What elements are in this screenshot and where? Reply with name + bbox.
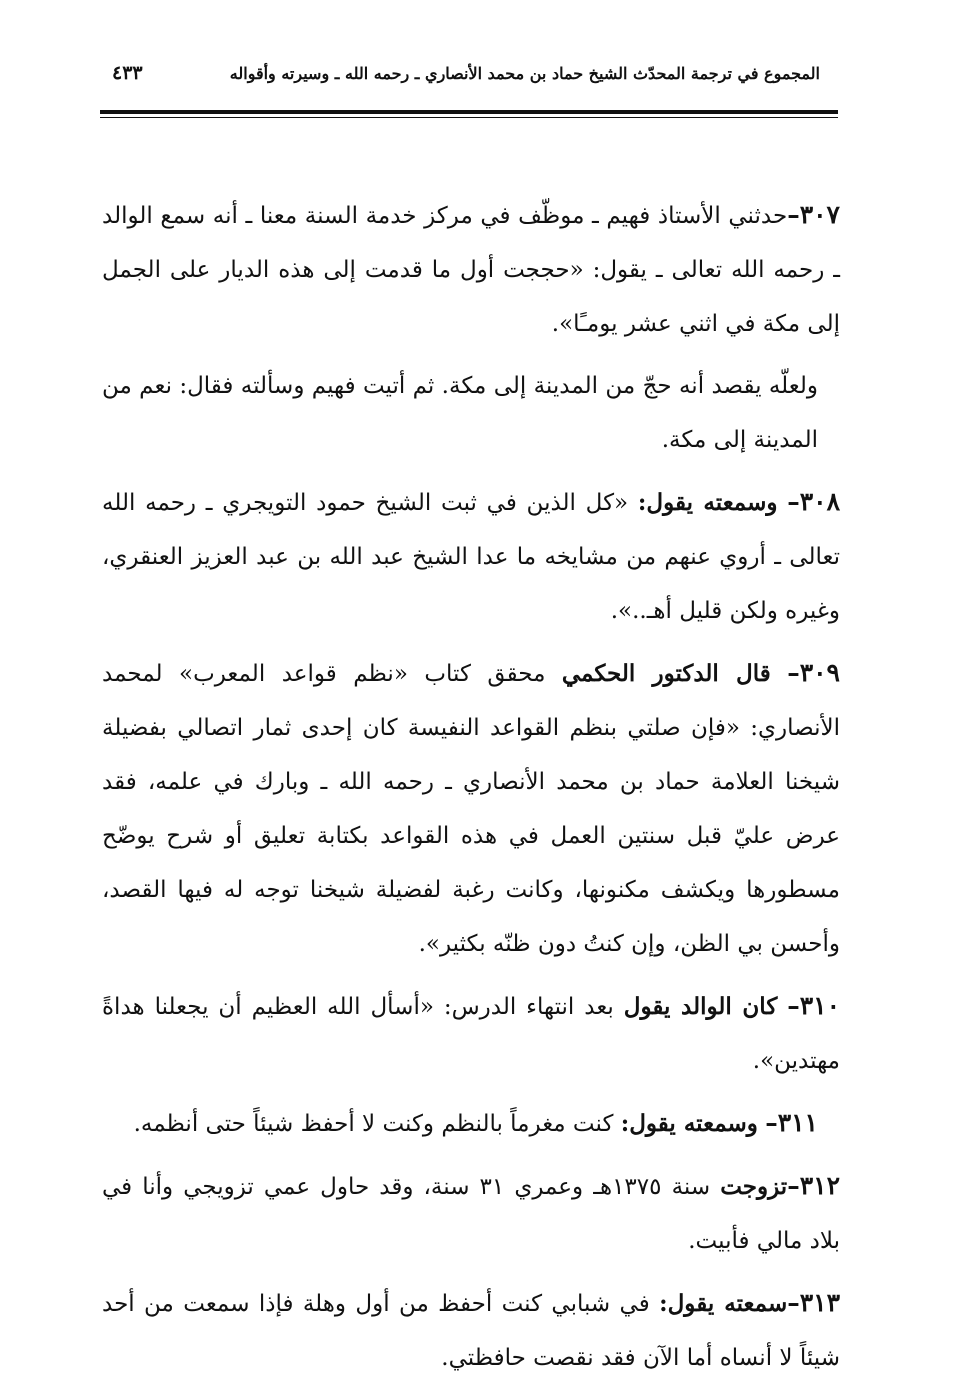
- paragraph-311: [102, 1096, 840, 1151]
- paragraph-308: [102, 475, 840, 638]
- paragraph-307: [102, 188, 840, 351]
- running-header: [100, 56, 830, 92]
- paragraph-text: سنة ١٣٧٥هـ وعمري ٣١ سنة، وقد حاول عمي تزويجي وأنا في بلاد مالي فأبيت.: [102, 1174, 840, 1254]
- paragraph-text: محقق كتاب «نظم قواعد المعرب» لمحمد الأنصاري: «فإن صلتي بنظم القواعد النفيسة كان إحدى ثمار اتصالي بفضيلة شيخنا العلامة حماد بن محمد الأنصاري ـ رحمه الله ـ وبارك في علمه، فقد عرض عليّ قبل سنتين العمل في هذه القواعد بكتابة تعليق أو شرح يوضّح مسطورها ويكشف مكنونها، وكانت رغبة لفضيلة شيخنا توجه له فيها القصد، وأحسن بي الظن، وإن كنتُ دون ظنّه بكثير».: [102, 661, 840, 957]
- entry-number: ٣٠٨–: [787, 487, 841, 516]
- paragraph-309: [102, 646, 840, 971]
- paragraph-313: [102, 1276, 840, 1385]
- entry-lead: كان الوالد يقول: [623, 993, 778, 1020]
- paragraph-text: في شبابي كنت أحفظ من أول وهلة فإذا سمعت من أحد شيئاً لا أنساه أما الآن فقد نقصت حافظتي.: [102, 1291, 840, 1371]
- header-title: المجموع في ترجمة المحدّث الشيخ حماد بن محمد الأنصاري ـ رحمه الله ـ وسيرته وأقواله: [229, 64, 820, 83]
- paragraph-312: [102, 1159, 840, 1268]
- paragraph-text: كنت مغرماً بالنظم وكنت لا أحفظ شيئاً حتى أنظمه.: [133, 1111, 614, 1137]
- entry-lead: وسمعته يقول:: [637, 489, 778, 516]
- entry-lead: تزوجت: [720, 1173, 788, 1200]
- entry-number: ٣١٣–: [787, 1288, 841, 1317]
- paragraph-text: «كل الذين في ثبت الشيخ حمود التويجري ـ رحمه الله تعالى ـ أروي عنهم من مشايخه ما عدا الشيخ عبد الله بن عبد العزيز العنقري، وغيره ولكن قليل أهـ..».: [102, 490, 840, 624]
- entry-lead: وسمعته يقول:: [620, 1110, 758, 1137]
- entry-number: ٣١٠–: [787, 991, 841, 1020]
- entry-number: ٣٠٧–: [787, 200, 840, 229]
- entry-number: ٣٠٩–: [787, 658, 840, 687]
- paragraph-note: [102, 359, 840, 467]
- entry-number: ٣١٢–: [787, 1171, 841, 1200]
- paragraph-310: [102, 979, 840, 1088]
- entry-number: ٣١١–: [765, 1108, 818, 1137]
- paragraph-text: بعد انتهاء الدرس: «أسأل الله العظيم أن يجعلنا هداةً مهتدين».: [102, 994, 840, 1074]
- page-body: [102, 188, 840, 1393]
- entry-lead: قال الدكتور الحكمي: [561, 660, 771, 687]
- entry-lead: سمعته يقول:: [659, 1290, 788, 1317]
- paragraph-text: ولعلّه يقصد أنه حجّ من المدينة إلى مكة. ثم أتيت فهيم وسألته فقال: نعم من المدينة إلى مكة.: [102, 373, 819, 453]
- header-rule-thick: [100, 110, 838, 114]
- header-rule-thin: [100, 117, 838, 118]
- paragraph-text: حدثني الأستاذ فهيم ـ موظّف في مركز خدمة السنة معنا ـ أنه سمع الوالد ـ رحمه الله تعالى ـ يقول: «حججت أول ما قدمت إلى هذه الديار على الجمل إلى مكة في اثني عشر يومـًا».: [102, 203, 840, 337]
- page-number: ٤٣٣: [112, 62, 143, 84]
